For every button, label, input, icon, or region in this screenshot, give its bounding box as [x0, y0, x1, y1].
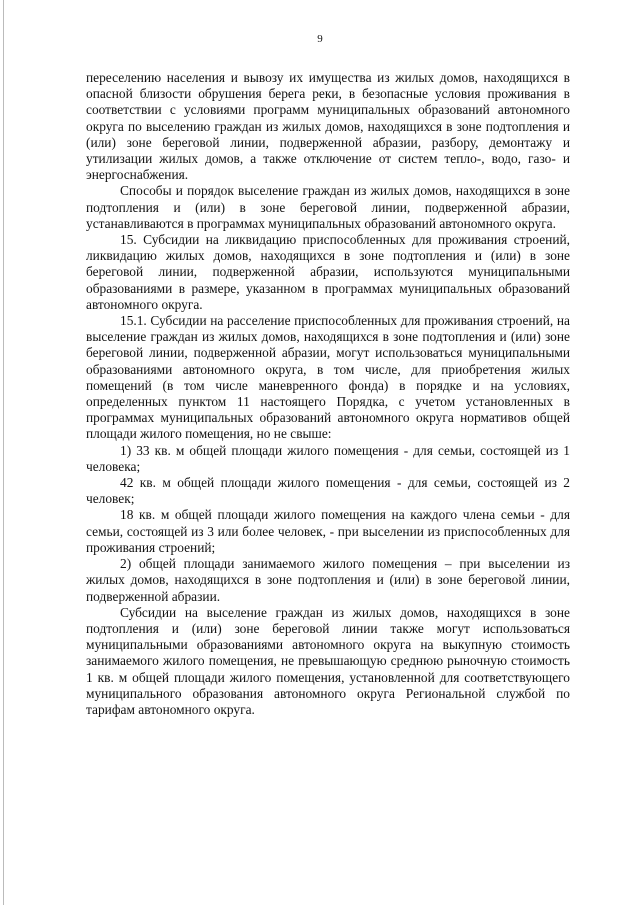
document-body — [86, 70, 570, 718]
paragraph-1: переселению населения и вывозу их имущества из жилых домов, находящихся в опасной близости обрушения берега реки, в безопасные условия проживания в соответствии с условиями программ муниципальных образований автономного округа по выселению граждан из жилых домов, находящихся в зоне подтопления и (или) зоне береговой линии, подверженной абразии, разбору, демонтажу и утилизации жилых домов, а также отключение от систем тепло-, водо, газо- и энергоснабжения. — [86, 70, 570, 183]
paragraph-6: 42 кв. м общей площади жилого помещения - для семьи, состоящей из 2 человек; — [86, 475, 570, 507]
paragraph-7: 18 кв. м общей площади жилого помещения на каждого члена семьи - для семьи, состоящей из 3 или более человек, - при выселении из приспособленных для проживания строений; — [86, 507, 570, 555]
page-edge-line — [3, 0, 4, 905]
paragraph-8: 2) общей площади занимаемого жилого помещения – при выселении из жилых домов, находящихся в зоне подтопления и (или) в зоне береговой линии, подверженной абразии. — [86, 556, 570, 604]
page-number: 9 — [317, 33, 323, 45]
paragraph-3: 15. Субсидии на ликвидацию приспособленных для проживания строений, ликвидацию жилых домов, находящихся в зоне подтопления и (или) в зоне береговой линии, подверженной абразии, используются муниципальными образованиями в размере, указанном в программах муниципальных образований автономного округа. — [86, 232, 570, 312]
paragraph-5: 1) 33 кв. м общей площади жилого помещения - для семьи, состоящей из 1 человека; — [86, 442, 570, 474]
paragraph-9: Субсидии на выселение граждан из жилых домов, находящихся в зоне подтопления и (или) зоне береговой линии также могут использоваться муниципальными образованиями автономного округа на выкупную стоимость занимаемого жилого помещения, не превышающую среднюю рыночную стоимость 1 кв. м общей площади жилого помещения, установленной для соответствующего муниципального образования автономного округа Региональной службой по тарифам автономного округа. — [86, 604, 570, 717]
paragraph-4: 15.1. Субсидии на расселение приспособленных для проживания строений, на выселение граждан из жилых домов, находящихся в зоне подтопления и (или) зоне береговой линии, подверженной абразии, могут использоваться муниципальными образованиями автономного округа, в том числе, для приобретения жилых помещений (в том числе маневренного фонда) в порядке и на условиях, определенных пунктом 11 настоящего Порядка, с учетом установленных в программах муниципальных образований автономного округа нормативов общей площади жилого помещения, но не свыше: — [86, 313, 570, 442]
paragraph-2: Способы и порядок выселение граждан из жилых домов, находящихся в зоне подтопления и (или) в зоне береговой линии, подверженной абразии, устанавливаются в программах муниципальных образований автономного округа. — [86, 183, 570, 231]
